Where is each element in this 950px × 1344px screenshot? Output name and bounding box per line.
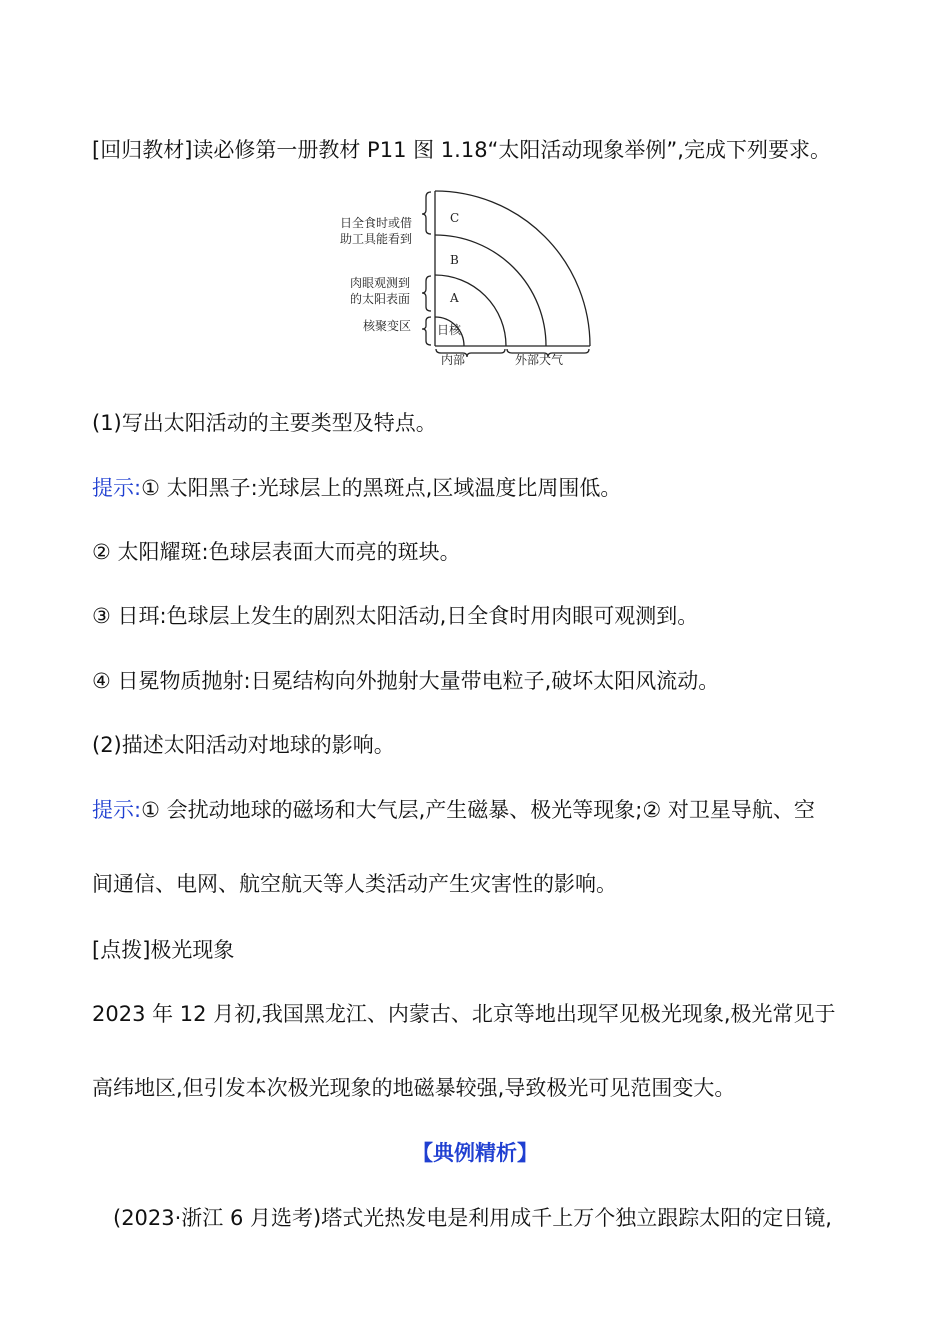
question-2: (2)描述太阳活动对地球的影响。 — [92, 733, 395, 757]
tip-line-1: 2023 年 12 月初,我国黑龙江、内蒙古、北京等地出现罕见极光现象,极光常见于 — [92, 1002, 836, 1026]
answer-1-item-2: ② 太阳耀斑:色球层表面大而亮的斑块。 — [92, 540, 461, 564]
bottom-label-outer: 外部大气 — [515, 353, 564, 367]
layer-a-label: A — [450, 291, 459, 305]
answer-1-item-1 — [92, 474, 621, 502]
label-corona-line1: 日全食时或借 — [340, 216, 413, 230]
label-photo-line1: 肉眼观测到 — [350, 276, 411, 290]
layer-b-label: B — [450, 253, 459, 267]
core-label: 日核 — [437, 323, 462, 337]
hint-label: 提示: — [92, 476, 142, 500]
intro-text: [回归教材]读必修第一册教材 P11 图 1.18“太阳活动现象举例”,完成下列要求。 — [92, 138, 831, 162]
answer-2-line-2: 间通信、电网、航空航天等人类活动产生灾害性的影响。 — [92, 872, 617, 896]
answer-2-line-1 — [92, 796, 815, 824]
section-title: 【典例精析】 — [412, 1141, 538, 1165]
tip-title: [点拨]极光现象 — [92, 938, 235, 962]
layer-c-label: C — [450, 211, 460, 225]
answer-1-item-3: ③ 日珥:色球层上发生的剧烈太阳活动,日全食时用肉眼可观测到。 — [92, 604, 699, 628]
brace-photosphere — [422, 276, 431, 311]
tip-line-2: 高纬地区,但引发本次极光现象的地磁暴较强,导致极光可见范围变大。 — [92, 1076, 736, 1100]
sun-structure-diagram — [335, 183, 615, 373]
bottom-label-inner: 内部 — [441, 353, 466, 367]
answer-1-text-1: ① 太阳黑子:光球层上的黑斑点,区域温度比周围低。 — [141, 476, 622, 500]
label-corona-line2: 助工具能看到 — [340, 232, 413, 246]
hint-label-2: 提示: — [92, 798, 142, 822]
label-core-zone: 核聚变区 — [363, 319, 412, 333]
label-photo-line2: 的太阳表面 — [350, 292, 411, 306]
example-line-1: (2023·浙江 6 月选考)塔式光热发电是利用成千上万个独立跟踪太阳的定日镜, — [113, 1206, 832, 1230]
answer-2-text-1: ① 会扰动地球的磁场和大气层,产生磁暴、极光等现象;② 对卫星导航、空 — [141, 798, 815, 822]
brace-corona — [422, 192, 431, 234]
answer-1-item-4: ④ 日冕物质抛射:日冕结构向外抛射大量带电粒子,破坏太阳风流动。 — [92, 669, 720, 693]
brace-core — [422, 317, 431, 345]
question-1: (1)写出太阳活动的主要类型及特点。 — [92, 411, 437, 435]
